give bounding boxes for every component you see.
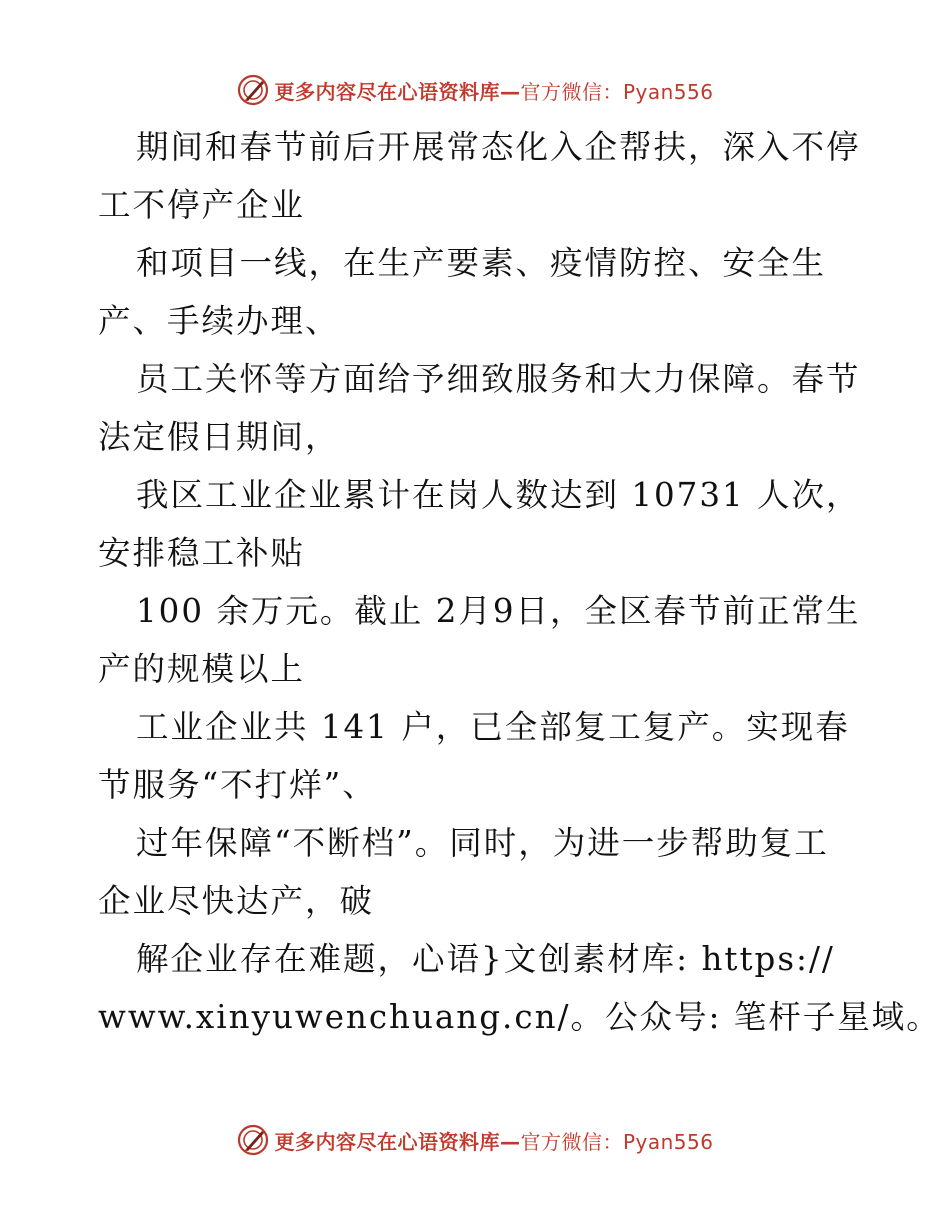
banner-main-text: 更多内容尽在心语资料库— [274,79,521,104]
text-line: 和项目一线，在生产要素、疫情防控、安全生 [136,244,827,282]
text-line: 期间和春节前后开展常态化入企帮扶，深入不停 [136,128,861,166]
brush-logo-icon [236,73,270,107]
brush-logo-icon [236,1123,270,1157]
text-line: 产、手续办理、 [98,302,340,340]
text-line: 工不停产企业 [98,186,306,224]
text-line: 产的规模以上 [98,650,306,688]
text-line: 员工关怀等方面给予细致服务和大力保障。春节 [136,360,861,398]
text-line: www.xinyuwenchuang.cn/。公众号: 笔杆子星域。 [98,998,941,1036]
text-line: 安排稳工补贴 [98,534,306,572]
text-line: 过年保障“不断档”。同时，为进一步帮助复工 [136,824,829,862]
footer-banner-content [236,1123,713,1157]
footer-banner [0,1120,950,1160]
header-banner [0,70,950,110]
banner-wechat-text: 官方微信：Pyan556 [520,79,714,104]
banner-main-text: 更多内容尽在心语资料库— [274,1129,521,1154]
text-line: 节服务“不打烊”、 [98,766,377,804]
text-line: 法定假日期间， [98,418,340,456]
banner-wechat-text: 官方微信：Pyan556 [520,1129,714,1154]
header-banner-content [236,73,713,107]
text-line: 100 余万元。截止 2月9日，全区春节前正常生 [136,592,861,630]
text-line: 解企业存在难题，心语}文创素材库: https:// [136,940,835,978]
text-line: 我区工业企业累计在岗人数达到 10731 人次， [136,476,861,514]
text-line: 工业企业共 141 户，已全部复工复产。实现春 [136,708,850,746]
document-body [98,118,941,1046]
text-line: 企业尽快达产，破 [98,882,375,920]
